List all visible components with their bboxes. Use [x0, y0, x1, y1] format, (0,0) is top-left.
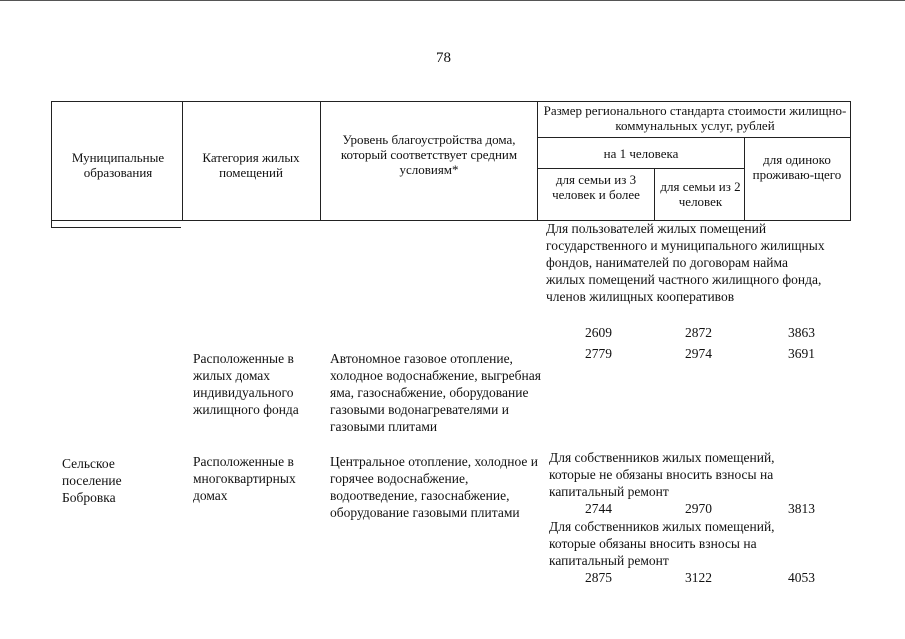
header-category: Категория жилых помещений — [202, 150, 300, 180]
col-divider — [182, 102, 183, 220]
apartment-level: Центральное отопление, холодное и горячее водоснабжение, водоотведение, газоснабжение, оборудование газовыми плитами — [330, 454, 538, 520]
header-per-person: на 1 человека — [603, 146, 679, 161]
note-not-obliged: Для собственников жилых помещений, которые не обязаны вносить взносы на капитальный ремонт — [549, 450, 775, 499]
header-family-3: для семьи из 3 человек и более — [552, 172, 640, 202]
header-standard: Размер регионального стандарта стоимости жилищно-коммунальных услуг, рублей — [543, 103, 847, 133]
value-r4-single: 4053 — [788, 570, 815, 585]
col-divider — [320, 102, 321, 220]
value-r2-fam3: 2779 — [585, 346, 612, 361]
value-r1-fam3: 2609 — [585, 325, 612, 340]
header-municipal: Муниципальные образования — [71, 150, 165, 180]
value-r4-fam3: 2875 — [585, 570, 612, 585]
page-number: 78 — [436, 50, 451, 66]
table-bottom-border — [51, 227, 181, 228]
value-r2-single: 3691 — [788, 346, 815, 361]
apartment-category: Расположенные в многоквартирных домах — [193, 454, 296, 503]
municipality-name: Сельское поселение Бобровка — [62, 456, 122, 505]
col-divider — [654, 168, 655, 220]
header-single: для одиноко проживаю-щего — [752, 152, 842, 182]
table-header — [51, 101, 851, 221]
col-divider — [537, 102, 538, 220]
value-r3-fam3: 2744 — [585, 501, 612, 516]
header-level: Уровень благоустройства дома, который соответствует средним условиям* — [340, 132, 518, 177]
row-divider — [537, 168, 745, 169]
note-obliged: Для собственников жилых помещений, которые обязаны вносить взносы на капитальный ремонт — [549, 519, 775, 568]
header-family-2: для семьи из 2 человек — [660, 179, 741, 209]
row-divider — [537, 137, 850, 138]
individual-category: Расположенные в жилых домах индивидуального жилищного фонда — [193, 351, 299, 417]
value-r2-fam2: 2974 — [685, 346, 712, 361]
value-r3-fam2: 2970 — [685, 501, 712, 516]
col-divider — [744, 137, 745, 220]
intro-note: Для пользователей жилых помещений государственного и муниципального жилищных фондов, нанимателей по договорам найма жилых помещений частного жилищного фонда, членов жилищных кооперативов — [546, 221, 825, 304]
value-r4-fam2: 3122 — [685, 570, 712, 585]
individual-level: Автономное газовое отопление, холодное водоснабжение, выгребная яма, газоснабжение, оборудование газовыми водонагревателями и газовыми плитами — [330, 351, 541, 434]
value-r1-fam2: 2872 — [685, 325, 712, 340]
value-r3-single: 3813 — [788, 501, 815, 516]
value-r1-single: 3863 — [788, 325, 815, 340]
